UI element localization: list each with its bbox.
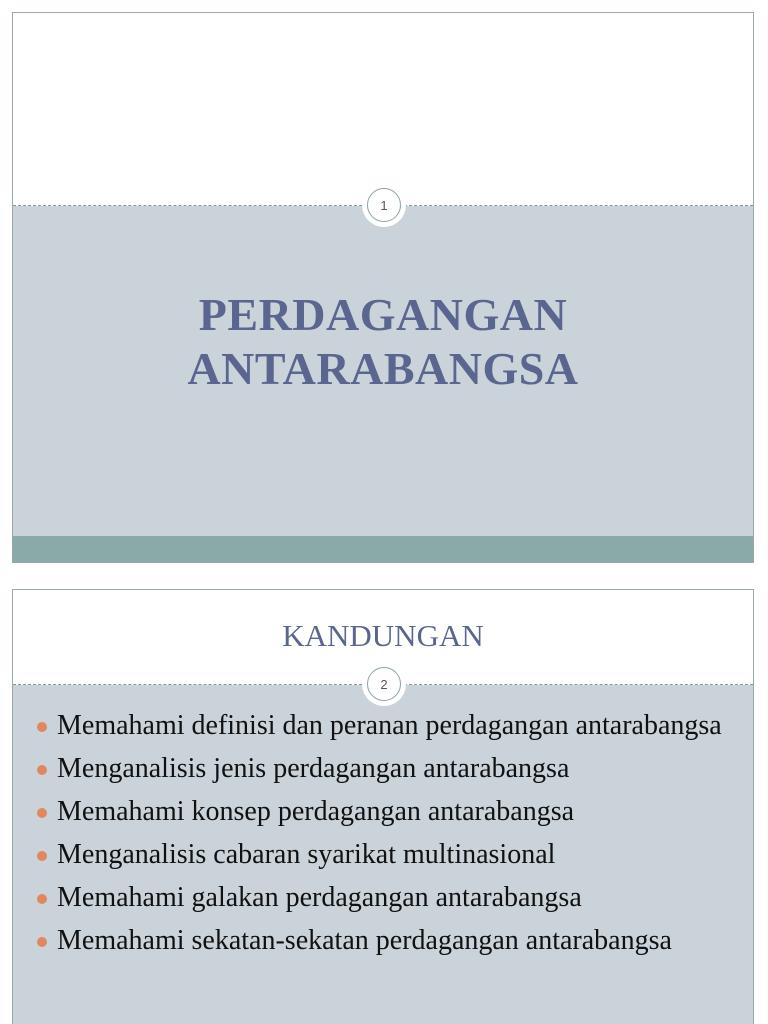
bullet-dot-icon (37, 765, 47, 775)
bullet-dot-icon (37, 808, 47, 818)
list-item-text: Menganalisis jenis perdagangan antarabangsa (57, 753, 570, 784)
slide-heading: KANDUNGAN (282, 618, 484, 653)
list-item-text: Memahami konsep perdagangan antarabangsa (57, 796, 575, 827)
list-item (35, 751, 743, 787)
slide-title (13, 288, 753, 396)
slide-title-line-2: ANTARABANGSA (187, 343, 579, 394)
list-item (35, 794, 743, 830)
bullet-dot-icon (37, 937, 47, 947)
slide-header-area (13, 13, 753, 206)
list-item-text: Memahami galakan perdagangan antarabangsa (57, 882, 582, 913)
slide-number-badge (362, 662, 406, 706)
list-item-text: Memahami sekatan-sekatan perdagangan antarabangsa (57, 925, 672, 956)
slide-number: 2 (367, 667, 401, 701)
slide-number-badge (362, 183, 406, 227)
list-item-text: Menganalisis cabaran syarikat multinasional (57, 839, 556, 870)
bullet-dot-icon (37, 722, 47, 732)
list-item (35, 708, 743, 744)
list-item (35, 837, 743, 873)
content-list (35, 708, 743, 966)
bullet-dot-icon (37, 894, 47, 904)
bullet-dot-icon (37, 851, 47, 861)
slide-1 (12, 12, 754, 563)
list-item-text: Memahami definisi dan peranan perdagangan antarabangsa (57, 710, 722, 741)
slide-number: 1 (367, 188, 401, 222)
slide-2 (12, 589, 754, 1024)
slide-title-line-1: PERDAGANGAN (198, 289, 568, 340)
list-item (35, 923, 743, 959)
bottom-band (13, 536, 753, 562)
list-item (35, 880, 743, 916)
